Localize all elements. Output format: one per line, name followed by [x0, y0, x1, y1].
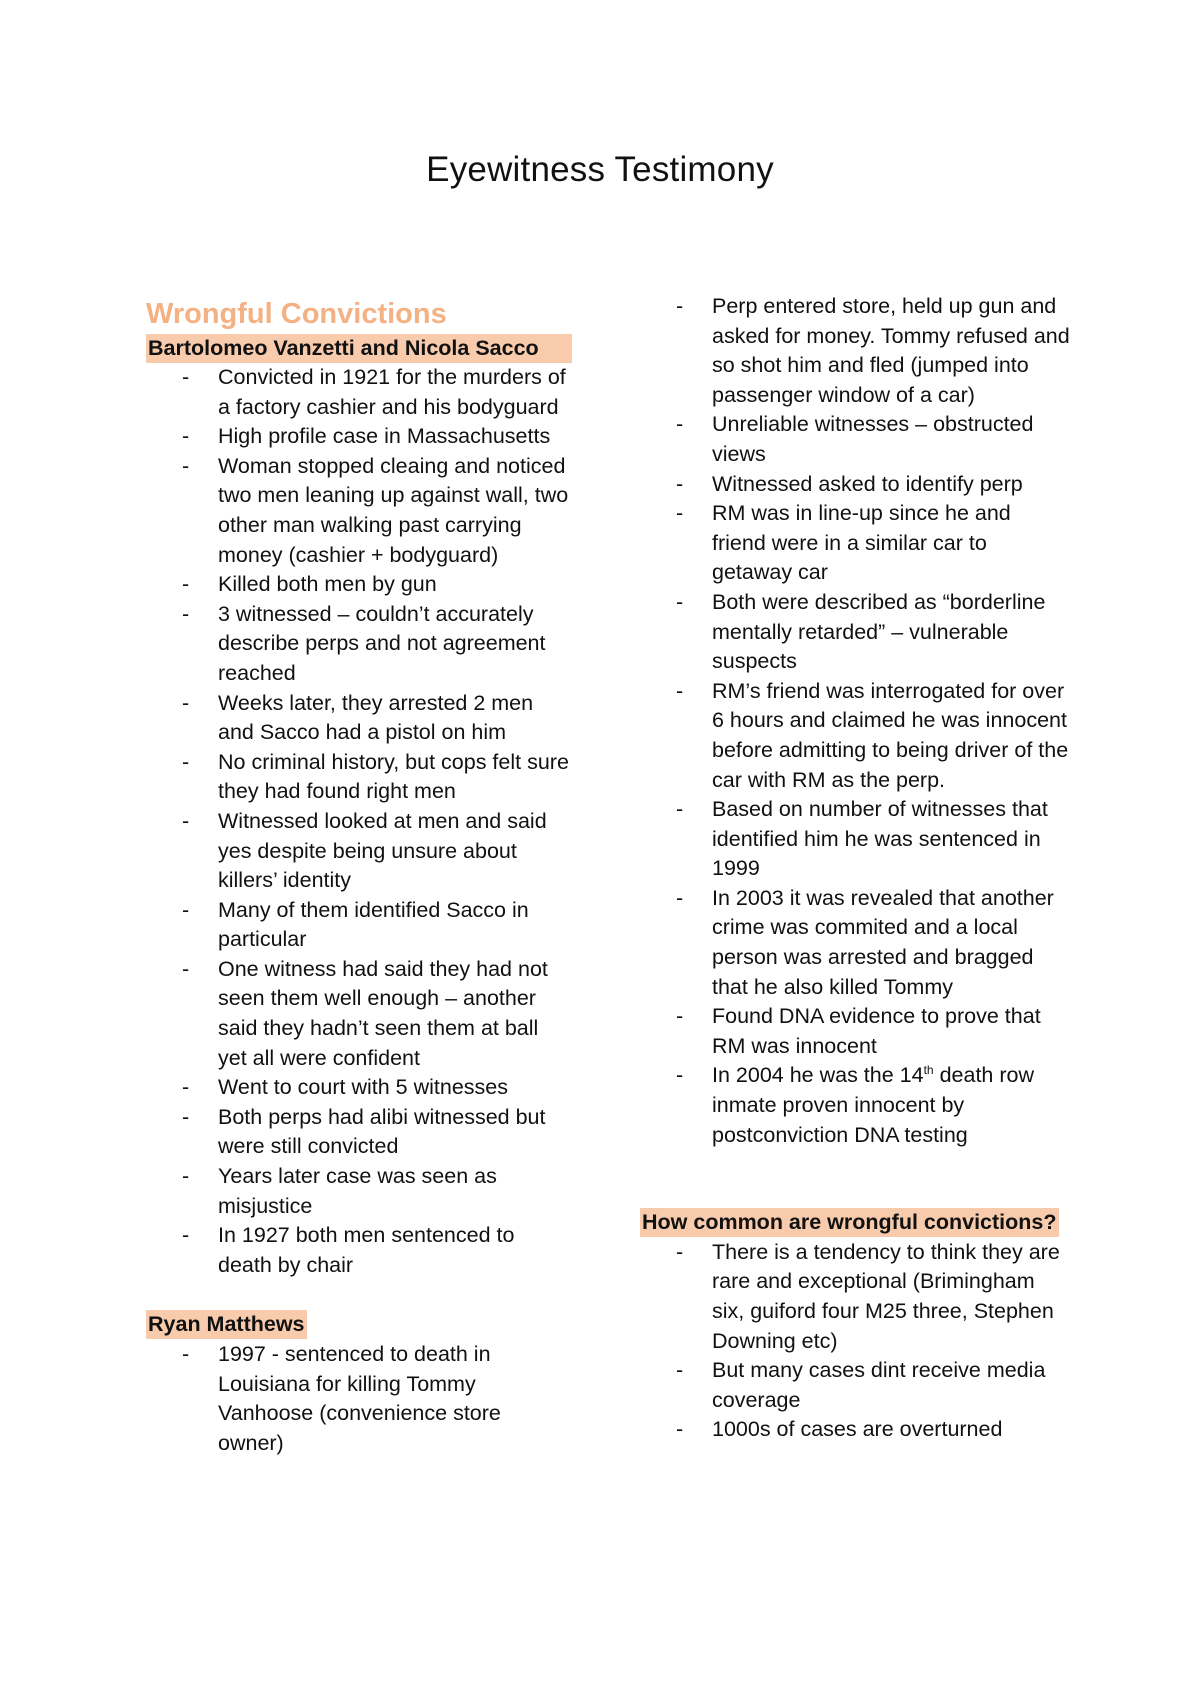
list-item-superscript	[712, 1061, 1070, 1150]
right-column	[640, 292, 1070, 1445]
list-item: - Convicted in 1921 for the murders of a factory cashier and his bodyguard	[218, 363, 572, 422]
list-item: - Killed both men by gun	[218, 570, 572, 600]
list-item: - There is a tendency to think they are rare and exceptional (Brimingham six, guiford four M25 three, Stephen Downing etc)	[712, 1238, 1070, 1356]
highlighted-heading: Bartolomeo Vanzetti and Nicola Sacco	[146, 334, 572, 363]
case2-continued-bullet-list	[640, 292, 1070, 1150]
list-item: - Perp entered store, held up gun and asked for money. Tommy refused and so shot him and fled (jumped into passenger window of a car)	[712, 292, 1070, 410]
case2-bullet-list	[146, 1340, 572, 1458]
list-item: - In 2003 it was revealed that another crime was commited and a local person was arrested and bragged that he also killed Tommy	[712, 884, 1070, 1002]
list-item: - High profile case in Massachusetts	[218, 422, 572, 452]
list-item: - In 1927 both men sentenced to death by chair	[218, 1221, 572, 1280]
list-item: - Woman stopped cleaing and noticed two men leaning up against wall, two other man walking past carrying money (cashier + bodyguard)	[218, 452, 572, 570]
list-item: - No criminal history, but cops felt sure they had found right men	[218, 748, 572, 807]
case-heading-vanzetti-sacco	[146, 334, 572, 363]
list-item: - Found DNA evidence to prove that RM was innocent	[712, 1002, 1070, 1061]
highlighted-heading: How common are wrongful convictions?	[640, 1208, 1059, 1237]
list-item: - 1997 - sentenced to death in Louisiana for killing Tommy Vanhoose (convenience store owner)	[218, 1340, 572, 1458]
list-item: - Many of them identified Sacco in particular	[218, 896, 572, 955]
left-column	[146, 296, 572, 1458]
case-heading-ryan-matthews	[146, 1310, 572, 1340]
page-title: Eyewitness Testimony	[426, 150, 774, 189]
list-item: - 1000s of cases are overturned	[712, 1415, 1070, 1445]
superscript: th	[923, 1063, 934, 1078]
section-heading-how-common	[640, 1208, 1070, 1238]
list-item: - Unreliable witnesses – obstructed views	[712, 410, 1070, 469]
section2-bullet-list	[640, 1238, 1070, 1445]
list-item: - Went to court with 5 witnesses	[218, 1073, 572, 1103]
case1-bullet-list	[146, 363, 572, 1280]
highlighted-heading: Ryan Matthews	[146, 1310, 307, 1339]
list-item: - RM’s friend was interrogated for over 6 hours and claimed he was innocent before admitting to being driver of the car with RM as the perp.	[712, 677, 1070, 795]
text-segment: death row inmate proven innocent by postconviction DNA testing	[712, 1063, 1034, 1147]
list-item: - RM was in line-up since he and friend were in a similar car to getaway car	[712, 499, 1070, 588]
list-item: - But many cases dint receive media coverage	[712, 1356, 1070, 1415]
list-item: - Years later case was seen as misjustice	[218, 1162, 572, 1221]
list-item: - 3 witnessed – couldn’t accurately describe perps and not agreement reached	[218, 600, 572, 689]
list-item: - Witnessed asked to identify perp	[712, 470, 1070, 500]
list-item: - Weeks later, they arrested 2 men and Sacco had a pistol on him	[218, 689, 572, 748]
list-item: - Both perps had alibi witnessed but were still convicted	[218, 1103, 572, 1162]
text-segment: In 2004 he was the 14	[712, 1063, 924, 1088]
section-title-wrongful-convictions: Wrongful Convictions	[146, 298, 447, 330]
list-item: - Based on number of witnesses that identified him he was sentenced in 1999	[712, 795, 1070, 884]
list-item: - Witnessed looked at men and said yes despite being unsure about killers’ identity	[218, 807, 572, 896]
spacer	[146, 1280, 572, 1310]
spacer	[640, 1150, 1070, 1208]
list-item: - Both were described as “borderline mentally retarded” – vulnerable suspects	[712, 588, 1070, 677]
list-item: - One witness had said they had not seen them well enough – another said they hadn’t seen them at ball yet all were confident	[218, 955, 572, 1073]
